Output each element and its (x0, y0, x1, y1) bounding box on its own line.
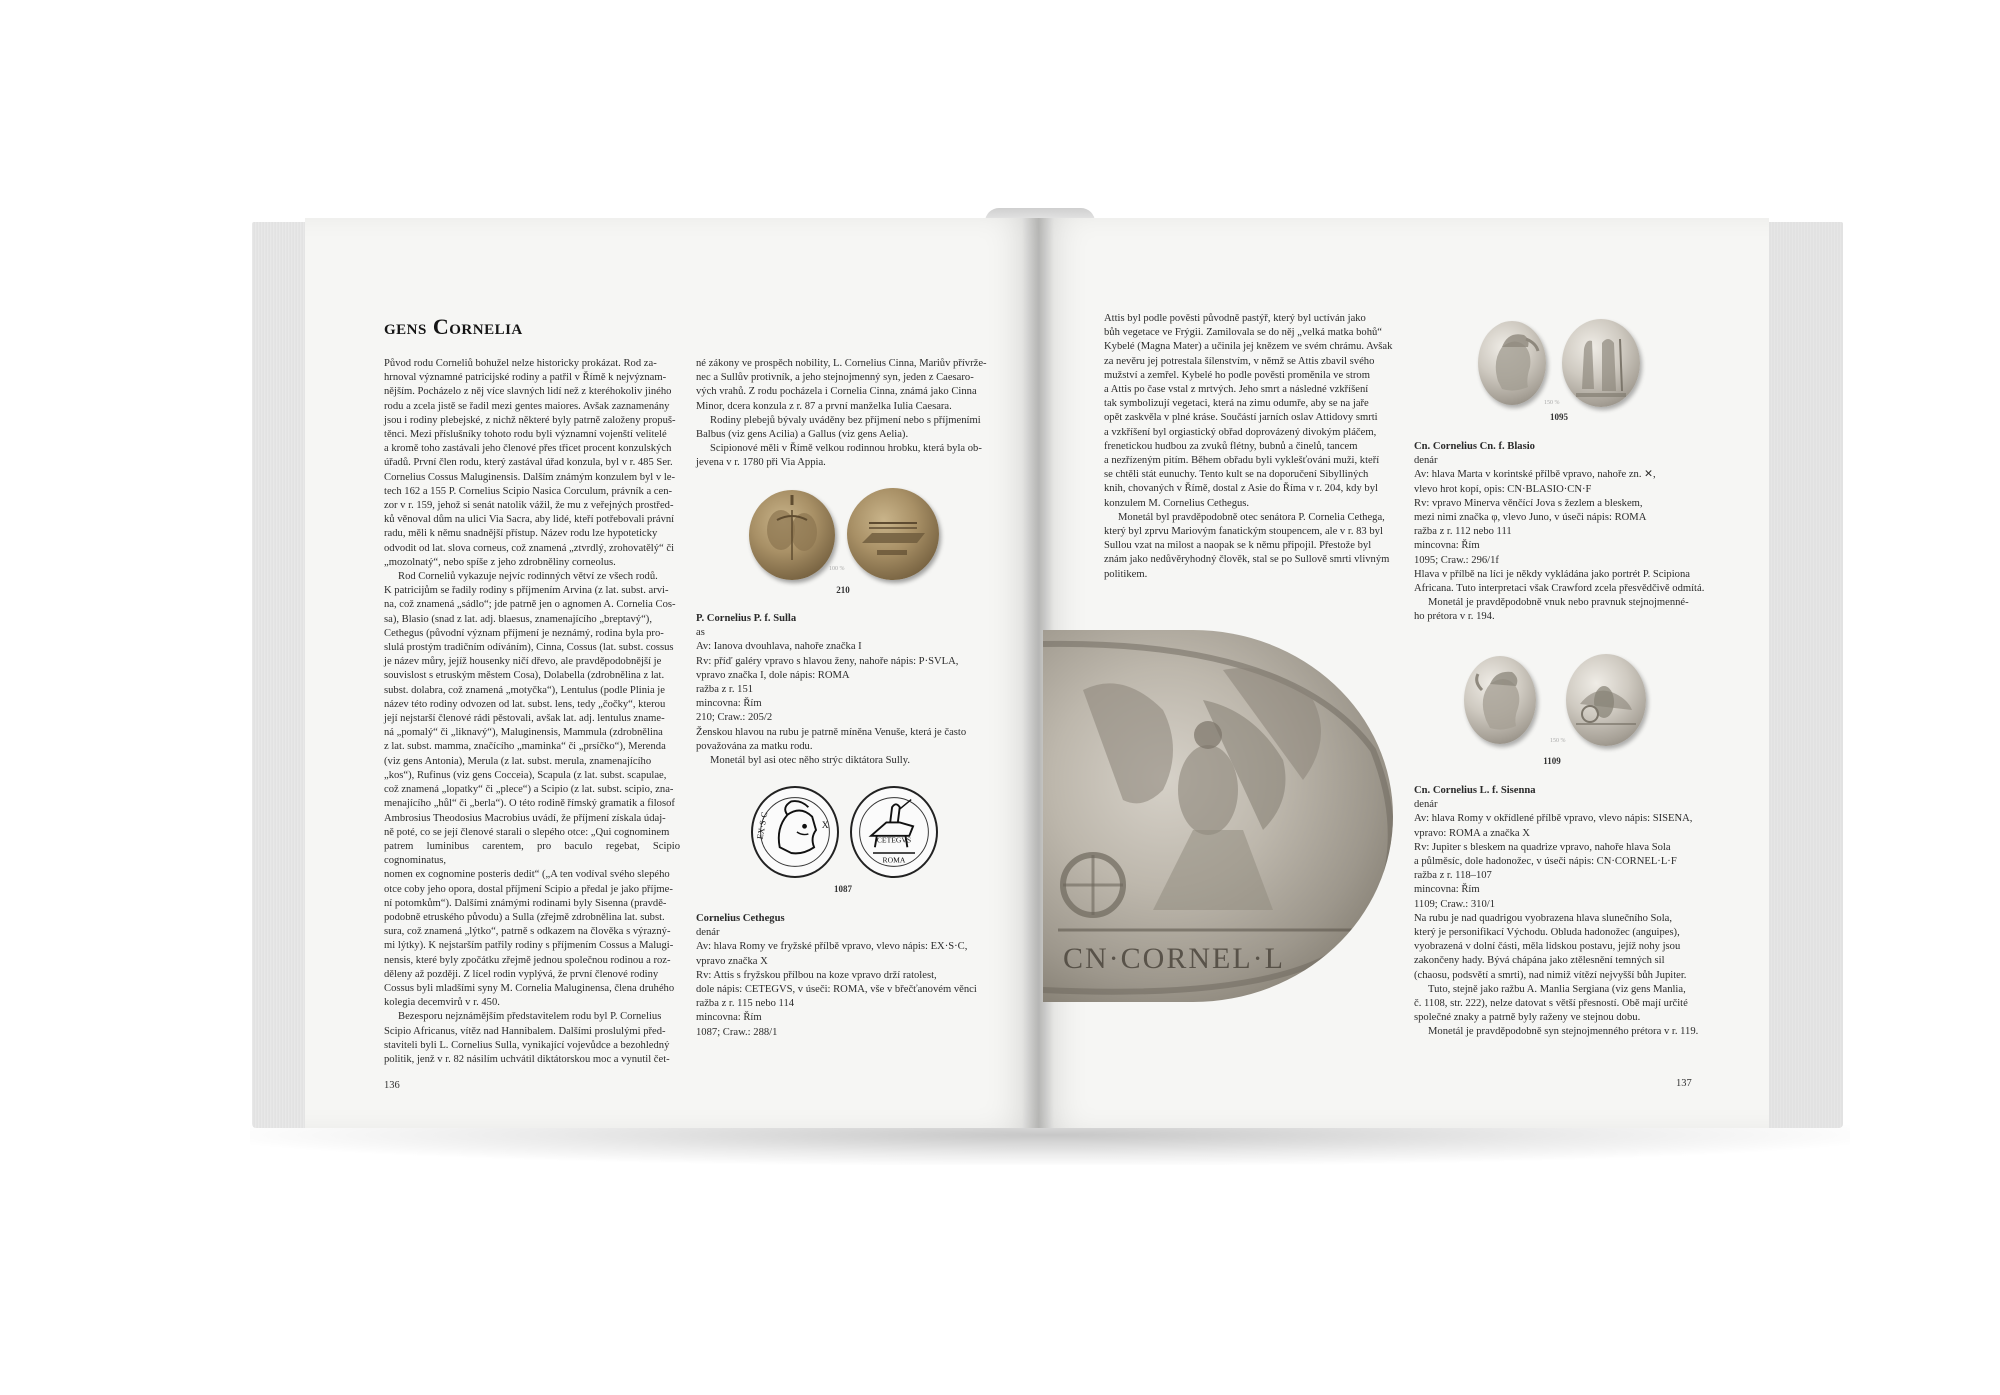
text-line: bůh vegetace ve Frýgii. Zamilovala se do něj „velká matka bohů“ (1104, 327, 1382, 339)
text-line: Cn. Cornelius Cn. f. Blasio (1414, 441, 1535, 452)
text-line: Rv: Jupiter s bleskem na quadrize vpravo, nahoře hlava Sola (1414, 841, 1671, 853)
text-line: za nevěru jej potrestala šílenstvím, v němž se Attis zbavil svého (1104, 355, 1375, 367)
text-line: a nezřízeným pitím. Během obřadu byli vyklešťováni muži, kteří (1104, 455, 1380, 467)
text-line: nějším. Pocházelo z něj více slavných lidí než z kteréhokoliv jiného (384, 386, 672, 398)
text-line: z lat. subst. mamma, značícího „maminka“ či „prsíčko“), Merenda (384, 741, 666, 753)
coin-1095-caption: 1095 (1550, 412, 1568, 422)
text-line: Rod Corneliů vykazuje nejvíc rodinných větví ze všech rodů. (398, 571, 658, 583)
text-line: ho prétora v r. 194. (1414, 611, 1495, 623)
left-column-text (384, 357, 680, 1067)
coin-1095-reverse (1562, 319, 1640, 407)
coin-1109-scale: 150 % (1550, 738, 1566, 744)
text-line: Av: Ianova dvouhlava, nahoře značka I (696, 641, 862, 653)
text-line: Africana. Tuto interpretaci však Crawford zcela přesvědčivě odmítá. (1414, 583, 1705, 595)
text-line: nomen ex cognomine posteris dedit“ („A ten vodíval svého slepého (384, 869, 670, 881)
text-line: tech 162 a 155 P. Cornelius Scipio Nasica Corculum, právník a cen- (384, 485, 673, 497)
text-line: rodu a zcela jistě se řadil mezi gentes maiores. Avšak zaznamenány (384, 400, 670, 412)
text-line: dole nápis: CETEGVS, v úseči: ROMA, vše v břečťanovém věnci (696, 984, 977, 996)
text-line: ků věnoval dům na ulici Via Sacra, aby lidé, kteří potřebovali právní (384, 514, 675, 526)
right-column-text-top (696, 357, 993, 471)
coin-210-reverse (847, 488, 939, 580)
page-number-right: 137 (1676, 1078, 1692, 1089)
text-line: souvislost s etruským městem Cosa), Dolabella (zdrobnělina z lat. (384, 670, 665, 682)
page-number-left: 136 (384, 1080, 400, 1091)
text-line: frenetickou hudbou za zvuků flétny, bubnů a činelů, tancem (1104, 440, 1358, 452)
text-line: je název můry, jejíž housenky ničí dřevo, ale pravděpodobnější je (384, 656, 662, 668)
text-line: otce coby jeho opora, dostal příjmení Scipio a předal je jako příjme- (384, 883, 673, 895)
coin-1087-reverse-drawing (850, 786, 938, 878)
text-line: Rv: vpravo Minerva věnčící Jova s žezlem a bleskem, (1414, 497, 1643, 509)
text-line: kolegia decemvirů v r. 450. (384, 997, 500, 1009)
text-line: Tuto, stejně jako ražbu A. Manlia Sergiana (viz gens Manlia, (1428, 983, 1686, 995)
coin-1109-caption: 1109 (1543, 756, 1561, 766)
text-line: se chtěli stát eunuchy. Tento kult se na doporučení Sibylliných (1104, 469, 1369, 481)
right-page-text (1104, 312, 1401, 582)
text-line: konzulem M. Cornelius Cethegus. (1104, 497, 1250, 509)
text-line: Scipio Africanus, vítěz nad Hannibalem. Dalšími proslulými před- (384, 1025, 666, 1037)
coin-1087-caption: 1087 (834, 884, 852, 894)
text-line: název této rodiny odvozen od lat. subst. lens, tedy „čočky“, kterou (384, 698, 666, 710)
text-line: politik, jenž v r. 82 násilím uchvátil diktátorskou moc a vynutil čet- (384, 1053, 670, 1065)
text-line: který je personifikací Východu. Obluda hadonožec (anguipes), (1414, 927, 1680, 939)
text-line: na, což znamená „sádlo“; jde patrně jen o agnomen A. Cornelia Cos- (384, 599, 676, 611)
text-line: „kos“), Rufinus (viz gens Cocceia), Scapula (z lat. subst. scapulae, (384, 769, 667, 781)
text-line: ně poté, co se její členové starali o slepého otce: „Qui cognominem (384, 826, 670, 838)
text-line: Attis byl podle pověsti původně pastýř, který byl uctíván jako (1104, 313, 1366, 324)
text-line: a Attis po čase vstal z mrtvých. Jeho smrt a následné vzkříšení (1104, 384, 1369, 396)
coin-210-scale: 100 % (829, 566, 845, 572)
text-line: mincovna: Řím (696, 1012, 762, 1024)
text-line: ní potomkům“). Dalšími známými rodinami byly Sisenna (pravdě- (384, 897, 667, 909)
text-line: Av: hlava Marta v korintské přílbě vpravo, nahoře zn. ✕, (1414, 469, 1656, 481)
text-line: a kromě toho zastávali jeho členové přes třicet procent konzulských (384, 443, 672, 455)
text-line: Monetál je pravděpodobně vnuk nebo pravnuk stejnojmenné- (1428, 597, 1689, 609)
text-line: denár (1414, 799, 1438, 811)
coin-1095-obverse (1478, 321, 1546, 405)
text-line: mincovna: Řím (1414, 884, 1480, 896)
text-line: Cossus byli mladšími syny M. Cornelia Maluginensa, člena druhého (384, 982, 675, 994)
text-line: as (696, 627, 705, 639)
text-line: subst. dolabra, což znamená „motyčka“), Lentulus (podle Plinia je (384, 684, 665, 696)
text-line: menajícího „hůl“ či „berla“). O této rodině římský gramatik a filosof (384, 798, 675, 810)
text-line: mincovna: Řím (696, 698, 762, 710)
coin-1087-entry (696, 912, 993, 1040)
text-line: Balbus (viz gens Acilia) a Gallus (viz gens Aelia). (696, 429, 909, 441)
text-line: Ambrosius Theodosius Macrobius uvádí, že příjmení získala údaj- (384, 812, 666, 824)
text-line: Hlava v přílbě na líci je někdy vykládána jako portrét P. Scipiona (1414, 568, 1690, 580)
text-line: který byl zprvu Mariovým fanatickým stoupencem, ale v r. 83 byl (1104, 526, 1383, 538)
text-line: a vzkříšení byl orgiastický obřad doprovázený divokým pláčem, (1104, 426, 1377, 438)
text-line: K patricijům se řadily rodiny s příjmením Arvina (z lat. subst. arvi- (384, 585, 669, 597)
text-line: tak symbolizují vegetaci, která na zimu odumře, aby se na jaře (1104, 398, 1369, 410)
text-line: mi lýtky). K nejstarším patřily rodiny s příjmením Cossus a Malugi- (384, 940, 674, 952)
text-line: Scipionové měli v Římě velkou rodinnou hrobku, která byla ob- (710, 443, 982, 455)
text-line: Na rubu je nad quadrigou vyobrazena hlava slunečního Sola, (1414, 912, 1672, 924)
text-line: těnci. Mezi příslušníky tohoto rodu byli významní vojenští velitelé (384, 429, 667, 441)
text-line: Cn. Cornelius L. f. Sisenna (1414, 785, 1536, 796)
text-line: vých vrahů. Z rodu pocházela i Cornelia Cinna, známá jako Cinna (696, 386, 977, 398)
text-line: 210; Craw.: 205/2 (696, 712, 773, 724)
svg-text:X: X (821, 820, 829, 832)
text-line: považována za matku rodu. (696, 740, 813, 752)
text-line: ražba z r. 115 nebo 114 (696, 998, 795, 1010)
text-line: mincovna: Řím (1414, 540, 1480, 552)
text-line: její nejstarší členové rádi pěstovali, avšak lat. adj. lentulus zname- (384, 713, 665, 725)
text-line: Minor, dcera konzula z r. 87 a první manželka Iulia Caesara. (696, 400, 952, 412)
text-line: Původ rodu Corneliů bohužel nelze historicky prokázat. Rod za- (384, 358, 657, 369)
coin-210-obverse (749, 490, 835, 580)
text-line: patrem luminibus carentem, pro baculo regebat, Scipio cognominatus, (384, 840, 680, 867)
coin-1087-legend-bottom: ROMA (882, 855, 906, 865)
text-line: jsou i rodiny plebejské, z nichž některé byly patrně založeny propuš- (384, 414, 676, 426)
text-line: mužství a zemřel. Kybelé ho podle pověsti proměnila ve strom (1104, 369, 1370, 381)
coin-210-caption: 210 (836, 585, 850, 595)
text-line: zor v r. 159, jehož si senát natolik vážil, že mu z veřejných prostřed- (384, 500, 674, 512)
text-line: „mozolnatý“, nebo spíše z jeho zdrobněliny corneolus. (384, 556, 616, 568)
text-line: Cornelius Cossus Maluginensis. Dalším známým konzulem byl v le- (384, 471, 676, 483)
text-line: sa), Blasio (snad z lat. adj. blaesus, znamenajícího „breptavý“), (384, 613, 652, 625)
text-line: Monetál je pravděpodobně syn stejnojmenného prétora v r. 119. (1428, 1026, 1699, 1038)
svg-text:EX·S·C: EX·S·C (754, 811, 770, 840)
text-line: politikem. (1104, 568, 1148, 580)
text-line: č. 1108, str. 222), nelze datovat s větší přesností. Obě mají určité (1414, 998, 1688, 1010)
text-line: denár (1414, 455, 1438, 467)
text-line: P. Cornelius P. f. Sulla (696, 613, 797, 624)
text-line: Monetál byl pravděpodobně otec senátora P. Cornelia Cethega, (1118, 511, 1385, 523)
text-line: Kybelé (Magna Mater) a učinila jej knězem ve svém chrámu. Avšak (1104, 341, 1393, 353)
text-line: Ženskou hlavou na rubu je patrně míněna Venuše, která je často (696, 726, 967, 738)
text-line: Cethegus (původní význam příjmení je neznámý, rodina byla pro- (384, 627, 664, 639)
text-line: jevena v r. 1780 při Via Appia. (696, 457, 826, 469)
text-line: vpravo značka X (696, 955, 768, 967)
text-line: Cornelius Cethegus (696, 913, 785, 924)
text-line: odvodit od lat. slova corneus, což znamená „ztvrdlý, zrohovatělý“ či (384, 542, 675, 554)
text-line: vpravo: ROMA a značka X (1414, 827, 1530, 839)
text-line: zakončeny hady. Bývá chápána jako ztělesnění temných sil (1414, 955, 1665, 967)
page-edges-right (1765, 222, 1843, 1128)
text-line: úřadů. První člen rodu, který zastával úřad konzula, byl v r. 485 Ser. (384, 457, 673, 469)
text-line: vlevo hrot kopí, opis: CN·BLASIO·CN·F (1414, 483, 1592, 495)
text-line: hrnoval významné patricijské rodiny a patřil v Římě k nejvýznam- (384, 372, 667, 384)
text-line: ná „pomalý“ či „liknavý“), Maluginensis, Mammula (zdrobnělina (384, 727, 663, 739)
text-line: Bezesporu nejznámějším představitelem rodu byl P. Cornelius (398, 1011, 662, 1023)
text-line: znám jako nedůvěryhodný člověk, stal se po Sullově smrti vlivným (1104, 554, 1390, 566)
text-line: né zákony ve prospěch nobility, L. Cornelius Cinna, Mariův přívrže- (696, 358, 987, 369)
text-line: (chaosu, podsvětí a smrti), nad nimiž vítězí nejvyšší bůh Jupiter. (1414, 969, 1687, 981)
coin-210-entry (696, 612, 993, 768)
text-line: Rv: příď galéry vpravo s hlavou ženy, nahoře nápis: P·SVLA, (696, 655, 959, 667)
text-line: a půlměsíc, dole hadonožec, v úseči nápis: CN·CORNEL·L·F (1414, 856, 1677, 868)
page-heading: gens Cornelia (384, 314, 523, 339)
text-line: Av: hlava Romy v okřídlené přílbě vpravo, vlevo nápis: SISENA, (1414, 813, 1693, 825)
text-line: podobně etruského původu) a Sulla (zřejmě zdrobnělina lat. subst. (384, 911, 665, 923)
text-line: Rodiny plebejů bývaly uváděny bez příjmení nebo s příjmeními (710, 414, 981, 426)
text-line: Av: hlava Romy ve fryžské přílbě vpravo, vlevo nápis: EX·S·C, (696, 941, 968, 953)
text-line: společné znaky a patrně byly raženy ve stejnou dobu. (1414, 1012, 1641, 1024)
text-line: radu, měli k němu snadnější přístup. Název rodu lze hypoteticky (384, 528, 658, 540)
text-line: sura, což znamená „lýtko“, patrně s odkazem na člověka s výrazný- (384, 926, 671, 938)
coin-1095-entry (1414, 440, 1712, 625)
text-line: což znamená „lopatky“ či „plece“) a Scipio (z lat. subst. scipio, zna- (384, 784, 674, 796)
text-line: staviteli byli L. Cornelius Sulla, vynikající vojevůdce a bezohledný (384, 1039, 670, 1051)
text-line: mezi nimi značka φ, vlevo Juno, v úseči nápis: ROMA (1414, 512, 1647, 524)
coin-1109-reverse (1566, 654, 1646, 746)
text-line: knih, chovaných v Římě, dostal z Asie do Říma v r. 204, kdy byl (1104, 483, 1378, 495)
text-line: nensis, které byly zpočátku zřejmě jednou společnou rodinou a roz- (384, 954, 671, 966)
text-line: slulá prostým tradičním odíváním), Cinna, Cossus (lat. subst. cossus (384, 642, 674, 654)
text-line: vyobrazená v dolní části, měla lidskou postavu, jejíž nohy jsou (1414, 941, 1681, 953)
coin-1087-obverse-drawing (751, 786, 839, 878)
coin-1109-entry (1414, 784, 1712, 1040)
text-line: 1087; Craw.: 288/1 (696, 1026, 778, 1038)
text-line: ražba z r. 151 (696, 684, 754, 696)
text-line: ražba z r. 112 nebo 111 (1414, 526, 1512, 538)
text-line: děleny až později. Z lícel rodin vyplývá, že první členové rodiny (384, 968, 659, 980)
text-line: ražba z r. 118–107 (1414, 870, 1492, 882)
text-line: 1095; Craw.: 296/1f (1414, 554, 1499, 566)
text-line: Sullou vzat na milost a naopak se k němu připojil. Přestože byl (1104, 540, 1372, 552)
large-coin-legend: CN·CORNEL·L (1063, 942, 1285, 975)
coin-1109-obverse (1464, 656, 1536, 744)
text-line: Rv: Attis s fryžskou přílbou na koze vpravo drží ratolest, (696, 969, 937, 981)
text-line: nec a Sullův protivník, a jeho stejnojmenný syn, jeden z Caesaro- (696, 372, 974, 384)
text-line: opět zaskvěla v plné kráse. Součástí jarních oslav Attidovy smrti (1104, 412, 1378, 424)
coin-1087-legend-top: CETEGVS (876, 835, 912, 845)
text-line: vpravo značka I, dole nápis: ROMA (696, 669, 850, 681)
text-line: Monetál byl asi otec něho strýc diktátora Sully. (710, 755, 910, 767)
text-line: 1109; Craw.: 310/1 (1414, 898, 1496, 910)
text-line: (viz gens Antonia), Merula (z lat. subst. merula, znamenajícího (384, 755, 652, 767)
text-line: denár (696, 927, 720, 939)
page-edges-left (252, 222, 312, 1128)
coin-1095-scale: 150 % (1544, 400, 1560, 406)
